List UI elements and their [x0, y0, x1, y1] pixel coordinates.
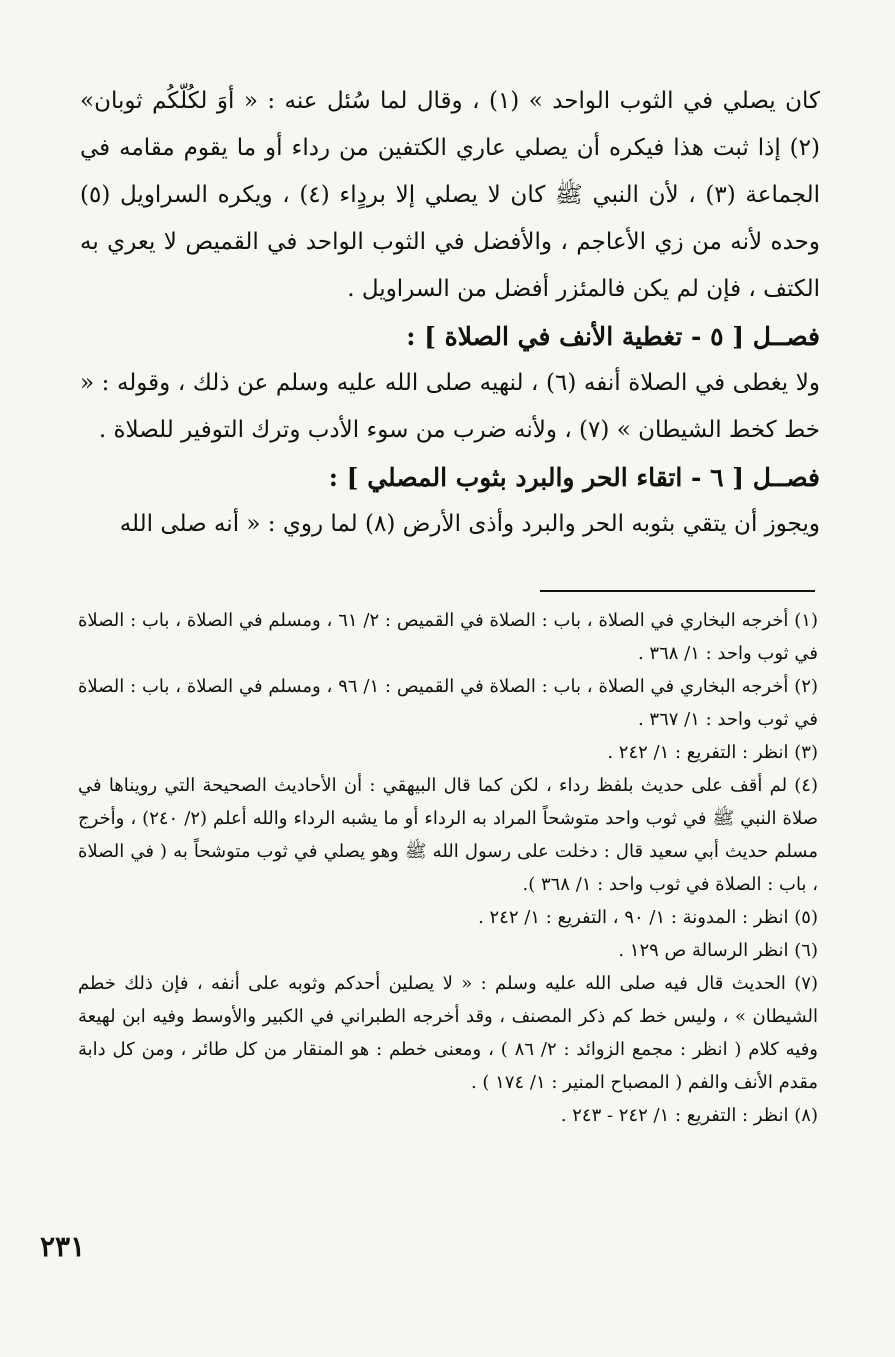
footnote-3: (٣) انظر : التفريع : ١/ ٢٤٢ . [607, 742, 818, 763]
footnote-6: (٦) انظر الرسالة ص ١٢٩ . [618, 940, 818, 961]
footnote-4: (٤) لم أقف على حديث بلفظ رداء ، لكن كما قال البيهقي : أن الأحاديث الصحيحة التي رويناها في صلاة النبي ﷺ في ثوب واحد متوشحاً المراد به الرداء أو ما يشبه الرداء والله أعلم (٢/ ٢٤٠) ، وأخرج مسلم حديث أبي سعيد قال : دخلت على رسول الله ﷺ وهو يصلي في ثوب متوشحاً به ( في الصلاة ، باب : الصلاة في ثوب واحد : ١/ ٣٦٨ ). [78, 775, 818, 895]
paragraph-3: ويجوز أن يتقي بثوبه الحر والبرد وأذى الأرض (٨) لما روي : « أنه صلى الله [119, 511, 820, 537]
footnote-5: (٥) انظر : المدونة : ١/ ٩٠ ، التفريع : ١/ ٢٤٢ . [478, 907, 818, 928]
footnote-2: (٢) أخرجه البخاري في الصلاة ، باب : الصلاة في القميص : ١/ ٩٦ ، ومسلم في الصلاة ، باب : الصلاة في ثوب واحد : ١/ ٣٦٧ . [78, 676, 818, 730]
footnote-8: (٨) انظر : التفريع : ١/ ٢٤٢ - ٢٤٣ . [560, 1105, 818, 1126]
paragraph-2: ولا يغطى في الصلاة أنفه (٦) ، لنهيه صلى الله عليه وسلم عن ذلك ، وقوله : « خط كخط الشيطان » (٧) ، ولأنه ضرب من سوء الأدب وترك التوفير للصلاة . [80, 370, 820, 443]
main-text [80, 78, 820, 548]
section-heading-6: فصــل [ ٦ - اتقاء الحر والبرد بثوب المصلي ] : [328, 463, 820, 492]
page-number: ٢٣١ [40, 1230, 86, 1263]
footnote-7: (٧) الحديث قال فيه صلى الله عليه وسلم : « لا يصلين أحدكم وثوبه على أنفه ، فإن ذلك خطم الشيطان » ، وليس خط كم ذكر المصنف ، وقد أخرجه الطبراني في الكبير والأوسط وفيه ابن لهيعة وفيه كلام ( انظر : مجمع الزوائد : ٢/ ٨٦ ) ، ومعنى خطم : هو المنقار من كل طائر ، ومن كل دابة مقدم الأنف والفم ( المصباح المنير : ١/ ١٧٤ ) . [78, 973, 819, 1093]
footnote-1: (١) أخرجه البخاري في الصلاة ، باب : الصلاة في القميص : ٢/ ٦١ ، ومسلم في الصلاة ، باب : الصلاة في ثوب واحد : ١/ ٣٦٨ . [78, 610, 818, 664]
footnote-divider [540, 590, 815, 592]
footnotes [78, 604, 818, 1132]
section-heading-5: فصــل [ ٥ - تغطية الأنف في الصلاة ] : [406, 322, 820, 351]
paragraph-1: كان يصلي في الثوب الواحد » (١) ، وقال لما سُئل عنه : « أوَ لكُلّكُم ثوبان» (٢) إذا ثبت هذا فيكره أن يصلي عاري الكتفين من رداء أو ما يقوم مقامه في الجماعة (٣) ، لأن النبي ﷺ كان لا يصلي إلا بردٍاء (٤) ، ويكره السراويل (٥) وحده لأنه من زي الأعاجم ، والأفضل في الثوب الواحد في القميص لا يعري به الكتف ، فإن لم يكن فالمئزر أفضل من السراويل . [80, 88, 821, 302]
